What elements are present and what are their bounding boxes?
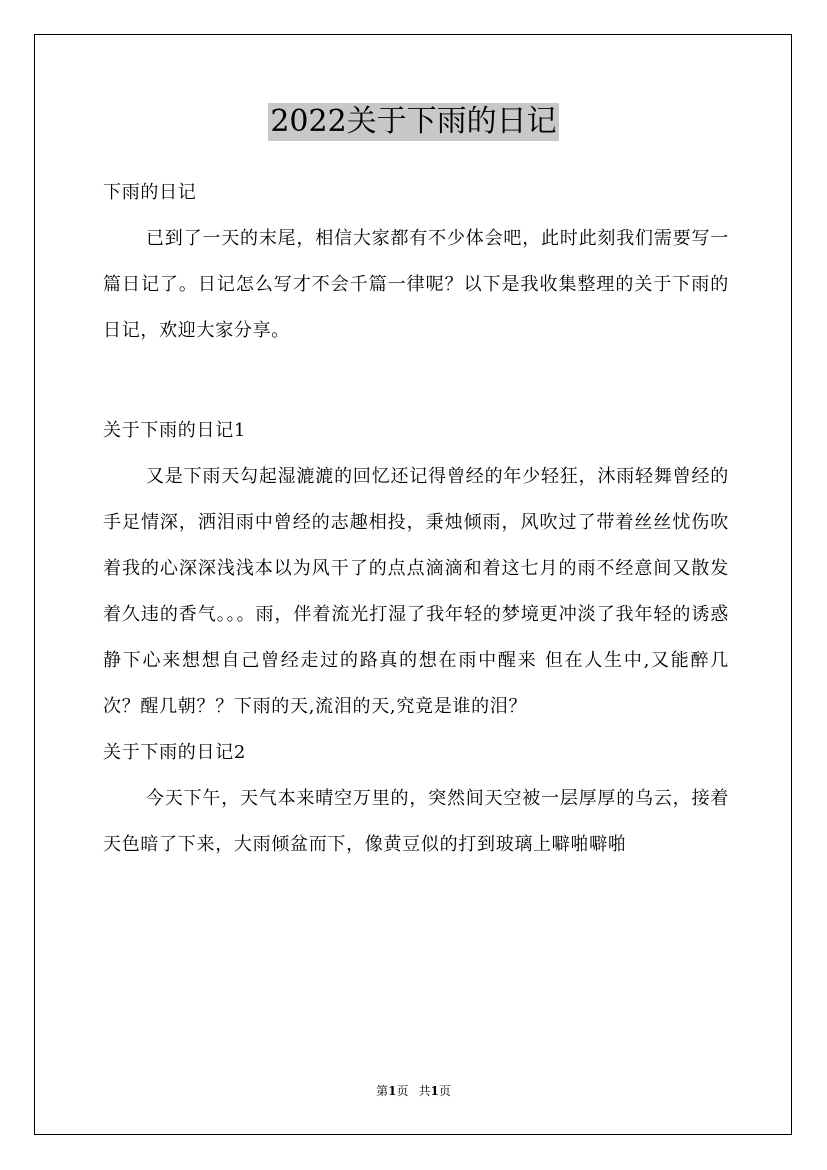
total-pages: 1 (430, 1084, 439, 1098)
section-1-heading: 关于下雨的日记1 (103, 420, 247, 441)
page-current: 1 (388, 1084, 397, 1098)
total-prefix: 共 (418, 1084, 431, 1098)
document-title: 2022关于下雨的日记 (270, 104, 557, 139)
page-suffix: 页 (396, 1084, 409, 1098)
title-container (0, 103, 827, 141)
section-1-paragraph: 又是下雨天勾起湿漉漉的回忆还记得曾经的年少轻狂，沐雨轻舞曾经的手足情深，洒泪雨中曾经的志趣相投，秉烛倾雨，风吹过了带着丝丝忧伤吹着我的心深深浅浅本以为风干了的点点滴滴和着这七月的雨不经意间又散发着久违的香气。。。雨，伴着流光打湿了我年轻的梦境更冲淡了我年轻的诱惑静下心来想想自己曾经走过的路真的想在雨中醒来 但在人生中,又能醉几次？醒几朝？？下雨的天,流泪的天,究竟是谁的泪？ (103, 466, 729, 717)
total-suffix: 页 (438, 1084, 451, 1098)
page-prefix: 第 (376, 1084, 389, 1098)
intro-paragraph: 已到了一天的末尾，相信大家都有不少体会吧，此时此刻我们需要写一篇日记了。日记怎么写才不会千篇一律呢？以下是我收集整理的关于下雨的日记，欢迎大家分享。 (103, 228, 729, 341)
document-body (103, 170, 729, 868)
section-2-heading: 关于下雨的日记2 (103, 742, 247, 763)
section-2-paragraph: 今天下午，天气本来晴空万里的，突然间天空被一层厚厚的乌云，接着天色暗了下来，大雨倾盆而下，像黄豆似的打到玻璃上噼啪噼啪 (103, 788, 729, 855)
subtitle: 下雨的日记 (103, 182, 197, 203)
page-footer (0, 1083, 827, 1099)
section-spacer (103, 354, 729, 408)
